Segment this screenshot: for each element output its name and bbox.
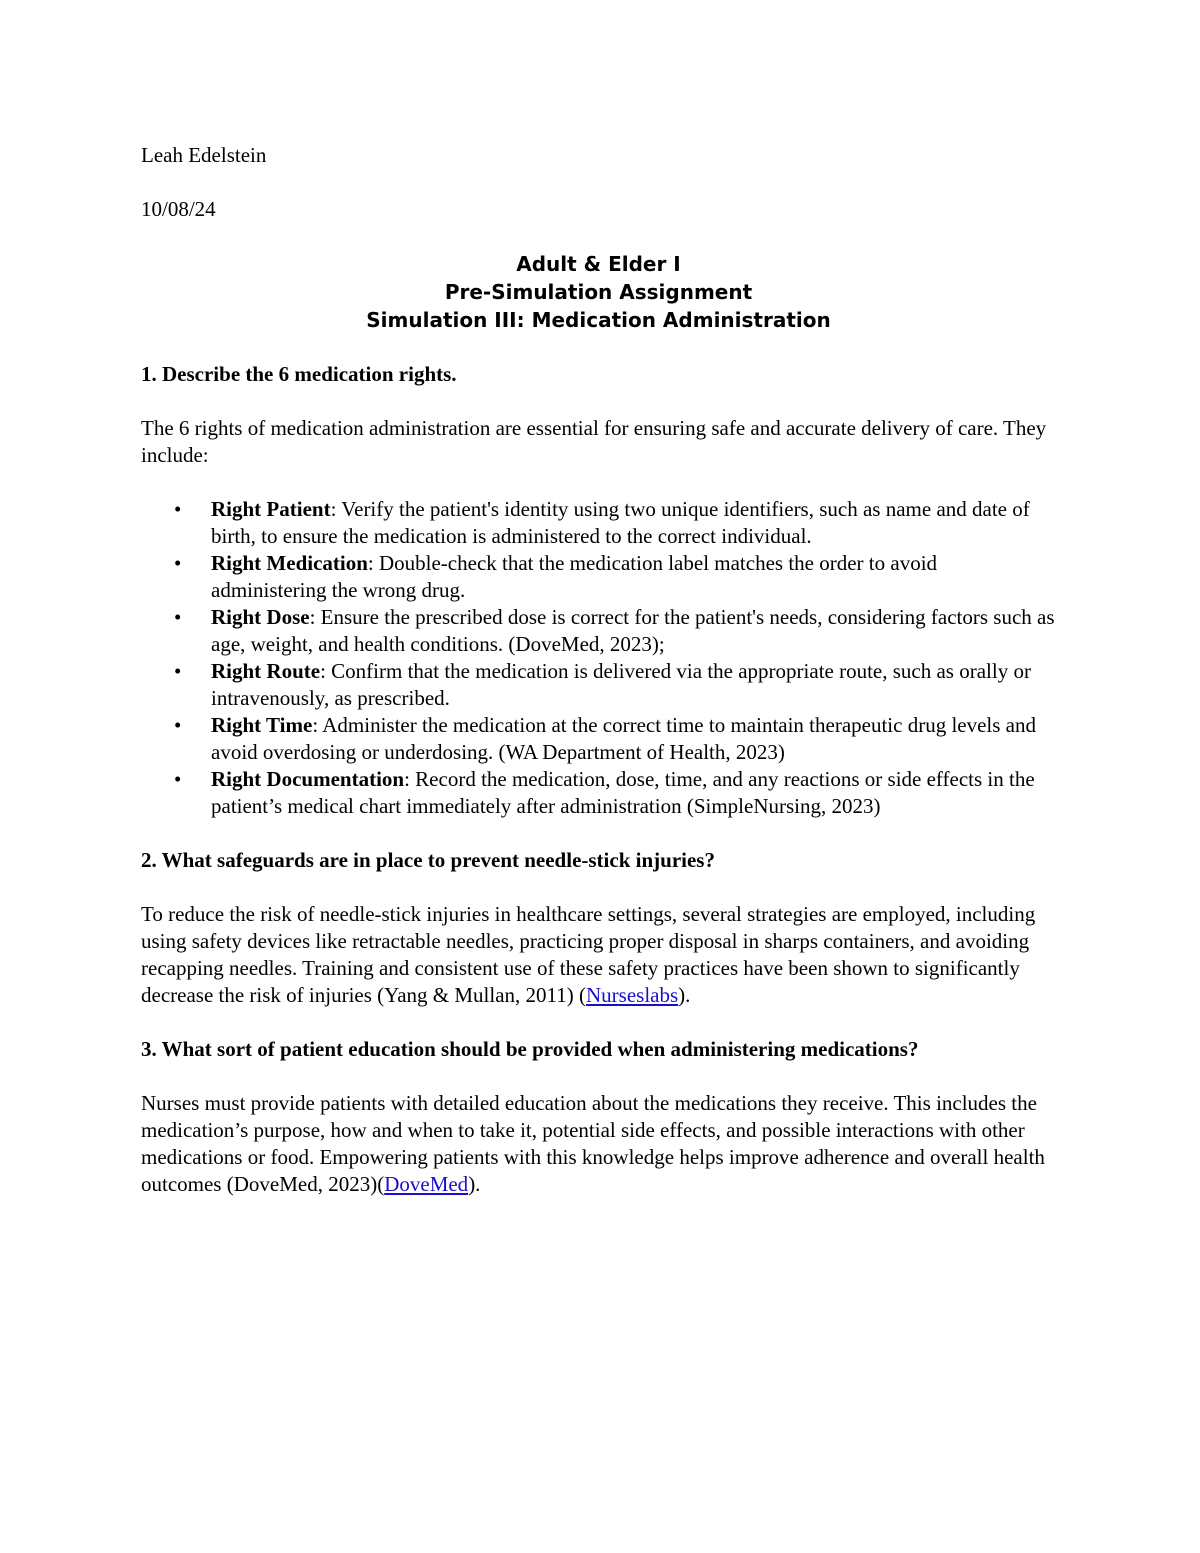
question-2: 2. What safeguards are in place to prevent needle-stick injuries? (141, 848, 715, 872)
question-1: 1. Describe the 6 medication rights. (141, 362, 457, 386)
right-description: : Administer the medication at the correct time to maintain therapeutic drug levels and avoid overdosing or underdosing. (WA Department of Health, 2023) (211, 713, 1037, 764)
bullet-icon: • (174, 551, 182, 575)
right-term: Right Patient (211, 497, 331, 521)
right-description: : Double-check that the medication label matches the order to avoid administering the wrong drug. (211, 551, 938, 602)
author-name: Leah Edelstein (141, 143, 267, 167)
right-term: Right Medication (211, 551, 368, 575)
list-item (141, 604, 1056, 658)
answer-3-close: ). (468, 1172, 481, 1196)
document-title (141, 250, 1056, 334)
document-date: 10/08/24 (141, 197, 216, 221)
right-term: Right Dose (211, 605, 310, 629)
bullet-icon: • (174, 767, 182, 791)
answer-3 (141, 1090, 1056, 1198)
bullet-icon: • (174, 713, 182, 737)
title-assignment: Pre-Simulation Assignment (444, 280, 753, 304)
document-page (141, 142, 1056, 1225)
list-item (141, 766, 1056, 820)
question-3: 3. What sort of patient education should be provided when administering medications? (141, 1037, 919, 1061)
answer-2 (141, 901, 1056, 1009)
title-course: Adult & Elder I (516, 252, 681, 276)
right-description: : Ensure the prescribed dose is correct for the patient's needs, considering factors such as age, weight, and health conditions. (DoveMed, 2023); (211, 605, 1055, 656)
right-term: Right Time (211, 713, 313, 737)
nurseslabs-link[interactable]: Nurseslabs (586, 983, 679, 1007)
right-description: : Verify the patient's identity using two unique identifiers, such as name and date of birth, to ensure the medication is administered to the correct individual. (211, 497, 1030, 548)
right-term: Right Route (211, 659, 321, 683)
right-description: : Record the medication, dose, time, and any reactions or side effects in the patient’s medical chart immediately after administration (SimpleNursing, 2023) (211, 767, 1035, 818)
answer-1-intro: The 6 rights of medication administration are essential for ensuring safe and accurate delivery of care. They include: (141, 416, 1047, 467)
answer-3-text: Nurses must provide patients with detailed education about the medications they receive. This includes the medication’s purpose, how and when to take it, potential side effects, and possible interactions with other medications or food. Empowering patients with this knowledge helps improve adherence and overall health outcomes (DoveMed, 2023)( (141, 1091, 1045, 1196)
list-item (141, 712, 1056, 766)
list-item (141, 550, 1056, 604)
answer-2-text: To reduce the risk of needle-stick injuries in healthcare settings, several strategies are employed, including using safety devices like retractable needles, practicing proper disposal in sharps containers, and avoiding recapping needles. Training and consistent use of these safety practices have been shown to significantly decrease the risk of injuries (Yang & Mullan, 2011) ( (141, 902, 1036, 1007)
list-item (141, 496, 1056, 550)
list-item (141, 658, 1056, 712)
right-description: : Confirm that the medication is delivered via the appropriate route, such as orally or intravenously, as prescribed. (211, 659, 1031, 710)
answer-2-close: ). (678, 983, 691, 1007)
bullet-icon: • (174, 497, 182, 521)
dovemed-link[interactable]: DoveMed (384, 1172, 469, 1196)
bullet-icon: • (174, 659, 182, 683)
title-simulation: Simulation III: Medication Administration (366, 308, 831, 332)
right-term: Right Documentation (211, 767, 405, 791)
bullet-icon: • (174, 605, 182, 629)
medication-rights-list (141, 496, 1056, 820)
